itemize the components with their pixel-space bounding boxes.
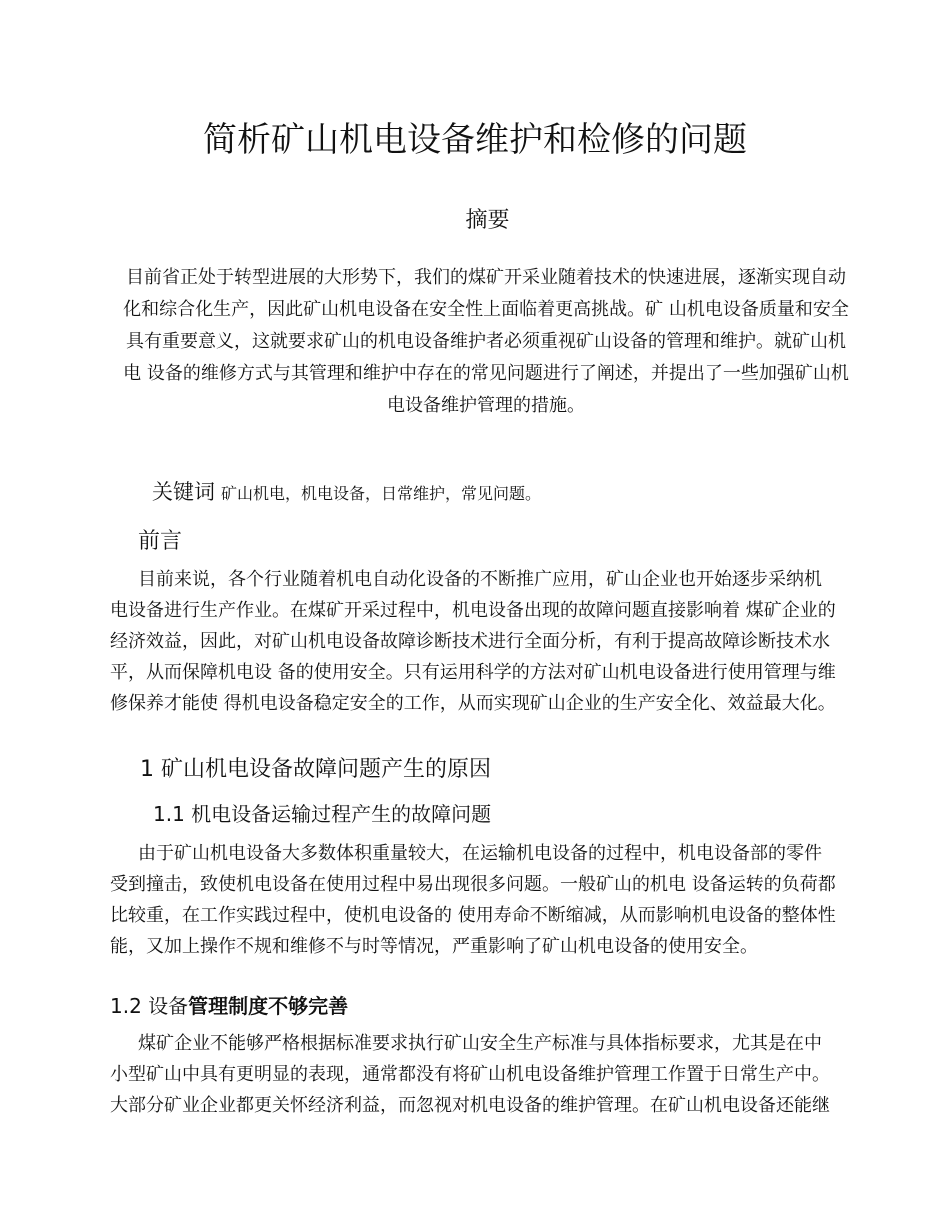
preface-line: 经济效益，因此，对矿山机电设备故障诊断技术进行全面分析，有利于提高故障诊断技术水	[110, 631, 830, 652]
section-1-2-body	[110, 1028, 870, 1121]
preface-line: 平，从而保障机电设 备的使用安全。只有运用科学的方法对矿山机电设备进行使用管理与维	[110, 662, 836, 683]
section-1-heading: 1 矿山机电设备故障问题产生的原因	[140, 757, 491, 782]
abstract-line: 化和综合化生产，因此矿山机电设备在安全性上面临着更高挑战。矿 山机电设备质量和安全	[123, 299, 849, 320]
section-1-2-line: 煤矿企业不能够严格根据标准要求执行矿山安全生产标准与具体指标要求，尤其是在中	[138, 1033, 822, 1054]
abstract-line: 目前省正处于转型进展的大形势下，我们的煤矿开采业随着技术的快速进展，逐渐实现自动	[126, 267, 846, 288]
keywords-text: 矿山机电，机电设备，日常维护，常见问题。	[221, 484, 542, 503]
section-1-1-body	[110, 838, 870, 962]
preface-line: 目前来说，各个行业随着机电自动化设备的不断推广应用，矿山企业也开始逐步采纳机	[138, 569, 822, 590]
section-1-1-line: 受到撞击，致使机电设备在使用过程中易出现很多问题。一般矿山的机电 设备运转的负荷都	[110, 874, 836, 895]
abstract-line: 电设备维护管理的措施。	[387, 395, 585, 416]
abstract-heading: 摘要	[465, 208, 510, 233]
abstract-line: 电 设备的维修方式与其管理和维护中存在的常见问题进行了阐述，并提出了一些加强矿山机	[123, 363, 849, 384]
section-1-2-heading-prefix: 1.2 设备	[110, 994, 189, 1018]
keywords	[152, 476, 541, 506]
section-1-2-line: 小型矿山中具有更明显的表现，通常都没有将矿山机电设备维护管理工作置于日常生产中。	[110, 1064, 830, 1085]
document-title: 简析矿山机电设备维护和检修的问题	[203, 120, 747, 160]
section-1-1-heading: 1.1 机电设备运输过程产生的故障问题	[153, 802, 492, 826]
section-1-1-line: 由于矿山机电设备大多数体积重量较大，在运输机电设备的过程中，机电设备部的零件	[138, 843, 822, 864]
keywords-label: 关键词	[152, 480, 215, 504]
preface-line: 电设备进行生产作业。在煤矿开采过程中，机电设备出现的故障问题直接影响着 煤矿企业的	[110, 600, 836, 621]
preface-line: 修保养才能使 得机电设备稳定安全的工作，从而实现矿山企业的生产安全化、效益最大化。	[110, 693, 836, 714]
section-1-1-line: 比较重，在工作实践过程中，使机电设备的 使用寿命不断缩减，从而影响机电设备的整体性	[110, 905, 836, 926]
section-1-2-line: 大部分矿业企业都更关怀经济利益，而忽视对机电设备的维护管理。在矿山机电设备还能继	[110, 1095, 830, 1116]
preface-heading: 前言	[138, 529, 183, 554]
abstract-body	[106, 262, 866, 422]
abstract-line: 具有重要意义，这就要求矿山的机电设备维护者必须重视矿山设备的管理和维护。就矿山机	[126, 331, 846, 352]
preface-body	[110, 564, 870, 719]
section-1-2-heading-bold: 管理制度不够完善	[188, 994, 349, 1018]
section-1-2-heading	[110, 990, 348, 1019]
section-1-1-line: 能，又加上操作不规和维修不与时等情况，严重影响了矿山机电设备的使用安全。	[110, 936, 758, 957]
